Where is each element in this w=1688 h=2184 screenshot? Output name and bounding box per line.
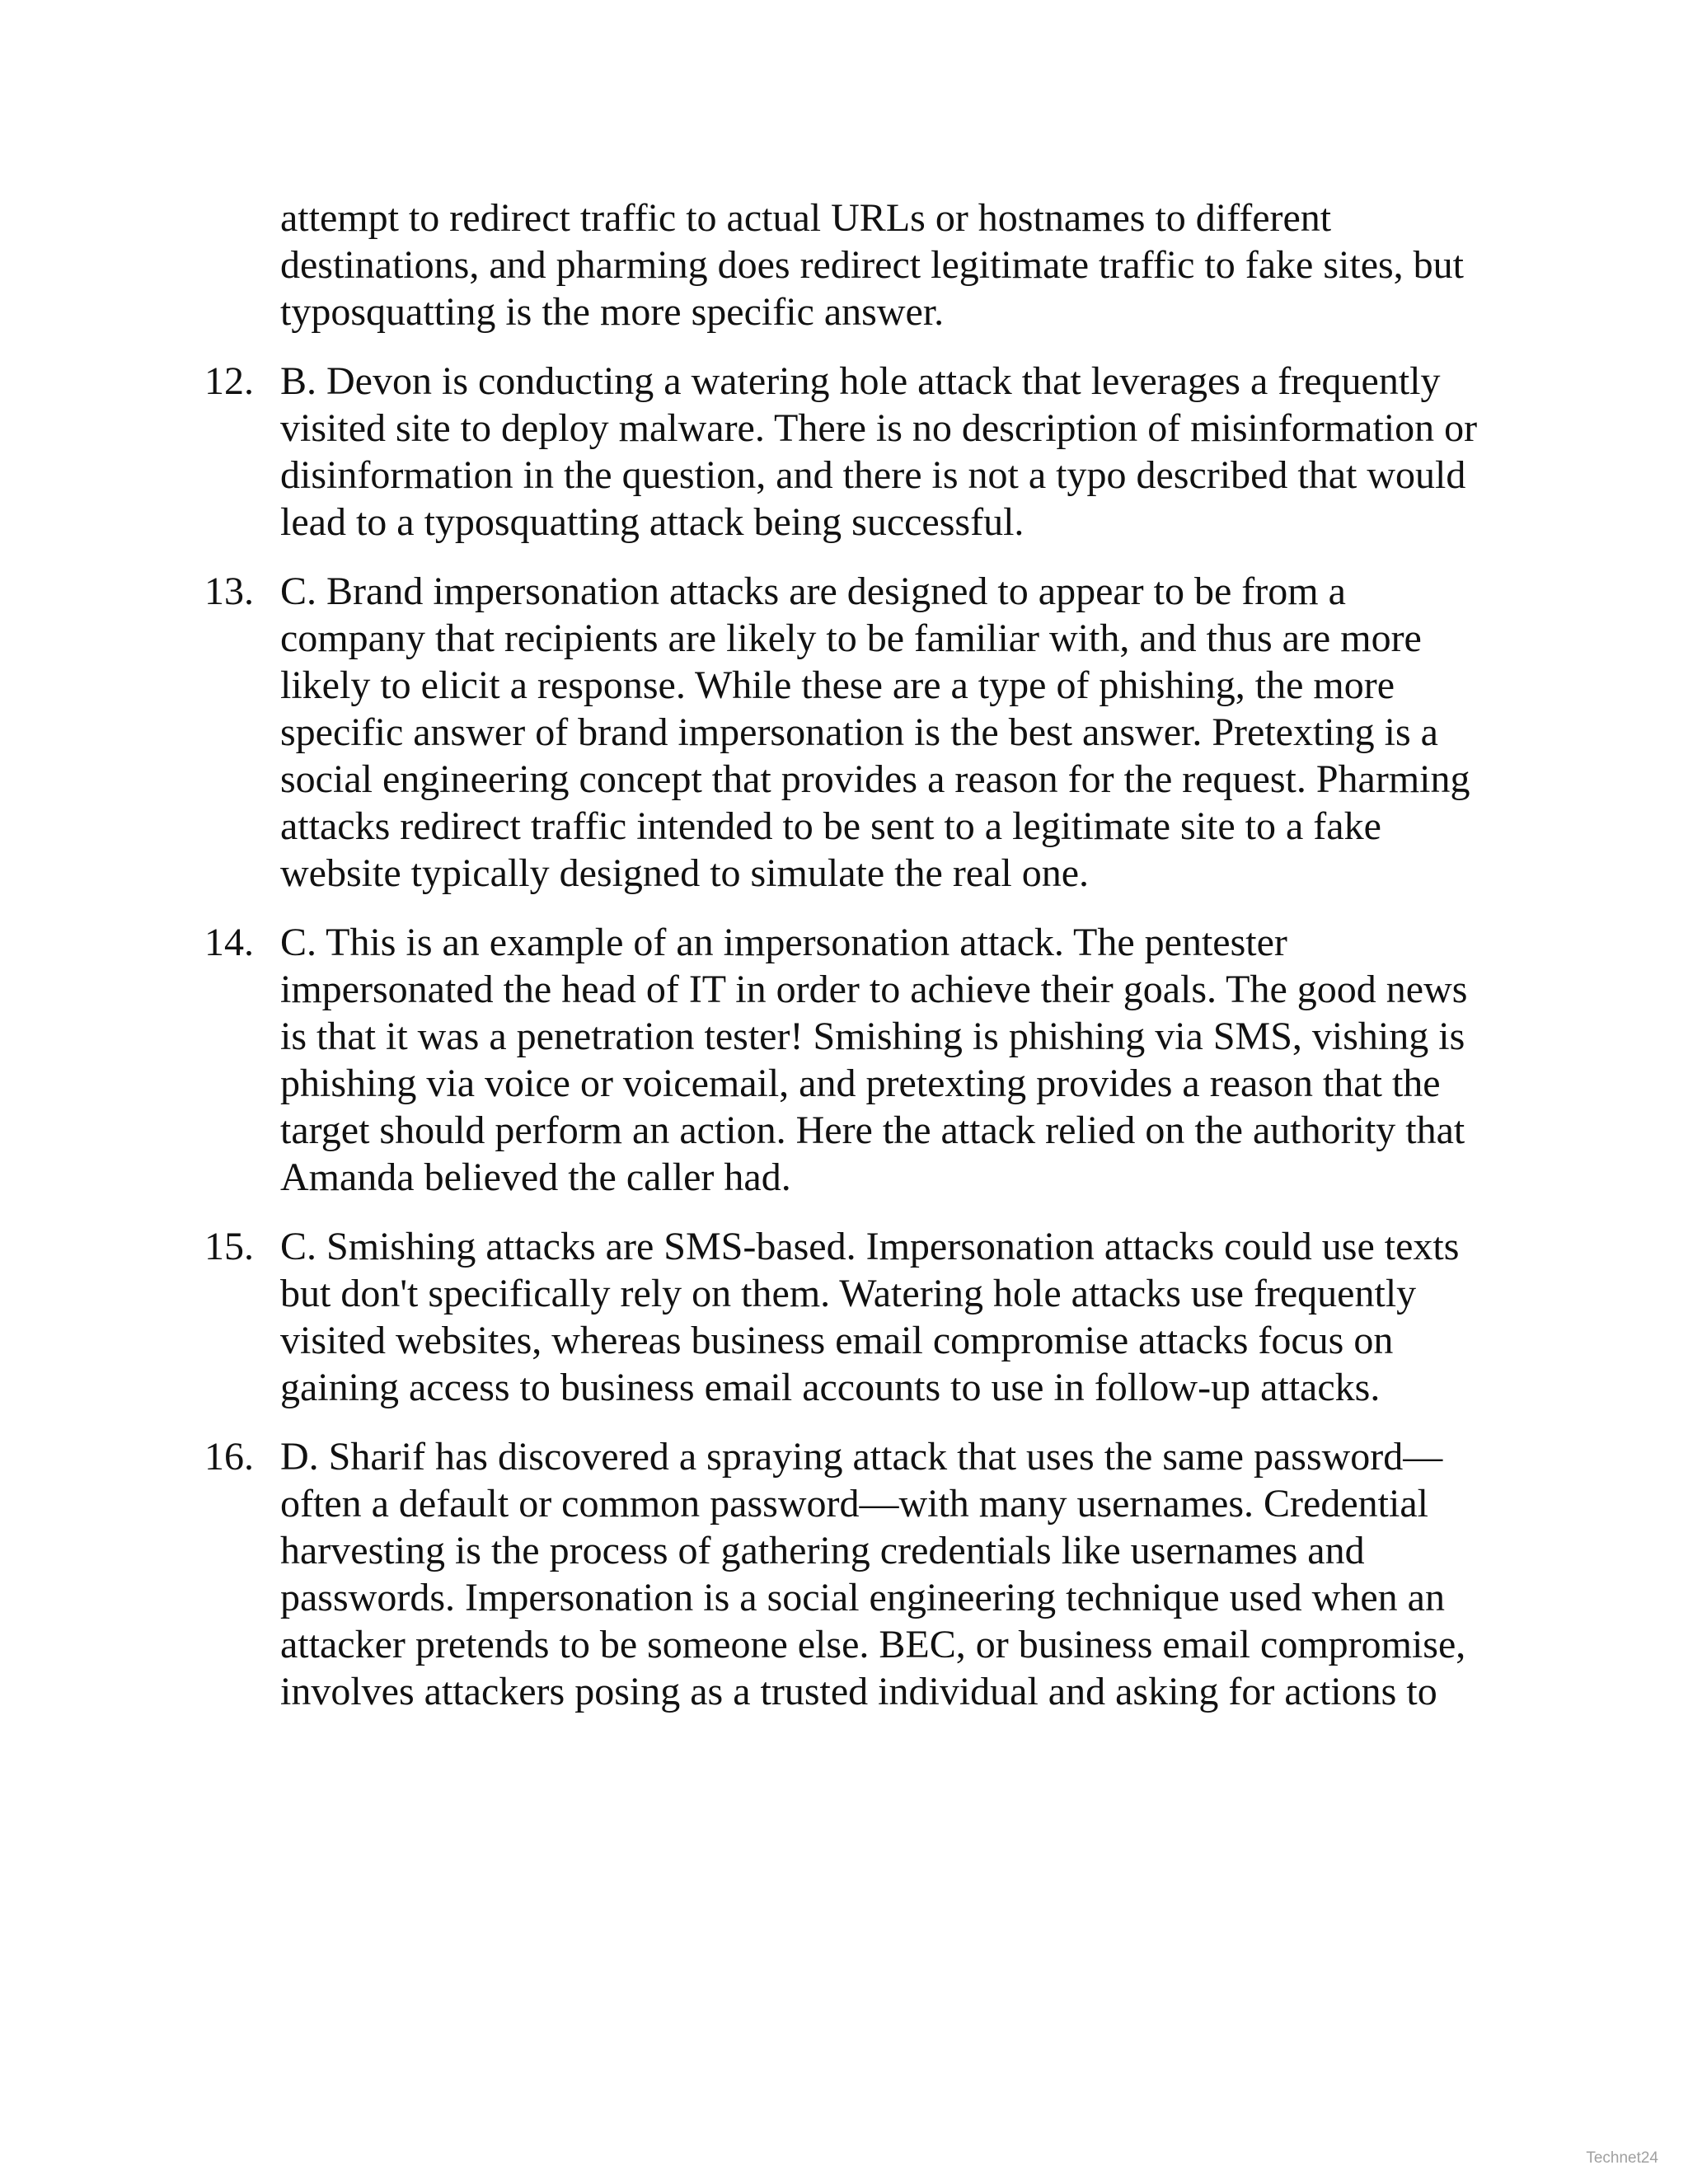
list-item: [204, 358, 1492, 546]
continued-paragraph: attempt to redirect traffic to actual URLs or hostnames to different destinations, and pharming does redirect legitimate traffic to fake sites, but typosquatting is the more specific answer.: [280, 196, 1465, 334]
page-content: [204, 194, 1492, 1737]
item-number: 16.: [204, 1435, 254, 1479]
item-text: C. This is an example of an impersonation attack. The pentester impersonated the head of IT in order to achieve their goals. The good news is that it was a penetration tester! Smishing is phishing via SMS, vishing is phishing via voice or voicemail, and pretexting provides a reason that the target should perform an action. Here the attack relied on the authority that Amanda believed the caller had.: [280, 921, 1468, 1199]
item-number: 13.: [204, 569, 254, 613]
item-number: 14.: [204, 921, 254, 964]
list-item: [204, 1223, 1492, 1411]
item-number: 15.: [204, 1225, 254, 1268]
list-item: [204, 1433, 1492, 1715]
list-item: [204, 919, 1492, 1201]
item-text: B. Devon is conducting a watering hole attack that leverages a frequently visited site to deploy malware. There is no description of misinformation or disinformation in the question, and there is not a typo described that would lead to a typosquatting attack being successful.: [280, 359, 1478, 544]
watermark-text: Technet24: [1586, 2149, 1658, 2167]
list-item: [204, 568, 1492, 897]
item-text: C. Smishing attacks are SMS-based. Impersonation attacks could use texts but don't specifically rely on them. Watering hole attacks use frequently visited websites, whereas business email compromise attacks focus on gaining access to business email accounts to use in follow-up attacks.: [280, 1225, 1460, 1409]
item-text: C. Brand impersonation attacks are designed to appear to be from a company that recipients are likely to be familiar with, and thus are more likely to elicit a response. While these are a type of phishing, the more specific answer of brand impersonation is the best answer. Pretexting is a social engineering concept that provides a reason for the request. Pharming attacks redirect traffic intended to be sent to a legitimate site to a fake website typically designed to simulate the real one.: [280, 569, 1470, 895]
answer-list: [204, 358, 1492, 1715]
item-text: D. Sharif has discovered a spraying attack that uses the same password—often a default or common password—with many usernames. Credential harvesting is the process of gathering credentials like usernames and passwords. Impersonation is a social engineering technique used when an attacker pretends to be someone else. BEC, or business email compromise, involves attackers posing as a trusted individual and asking for actions to: [280, 1435, 1466, 1713]
item-number: 12.: [204, 359, 254, 403]
